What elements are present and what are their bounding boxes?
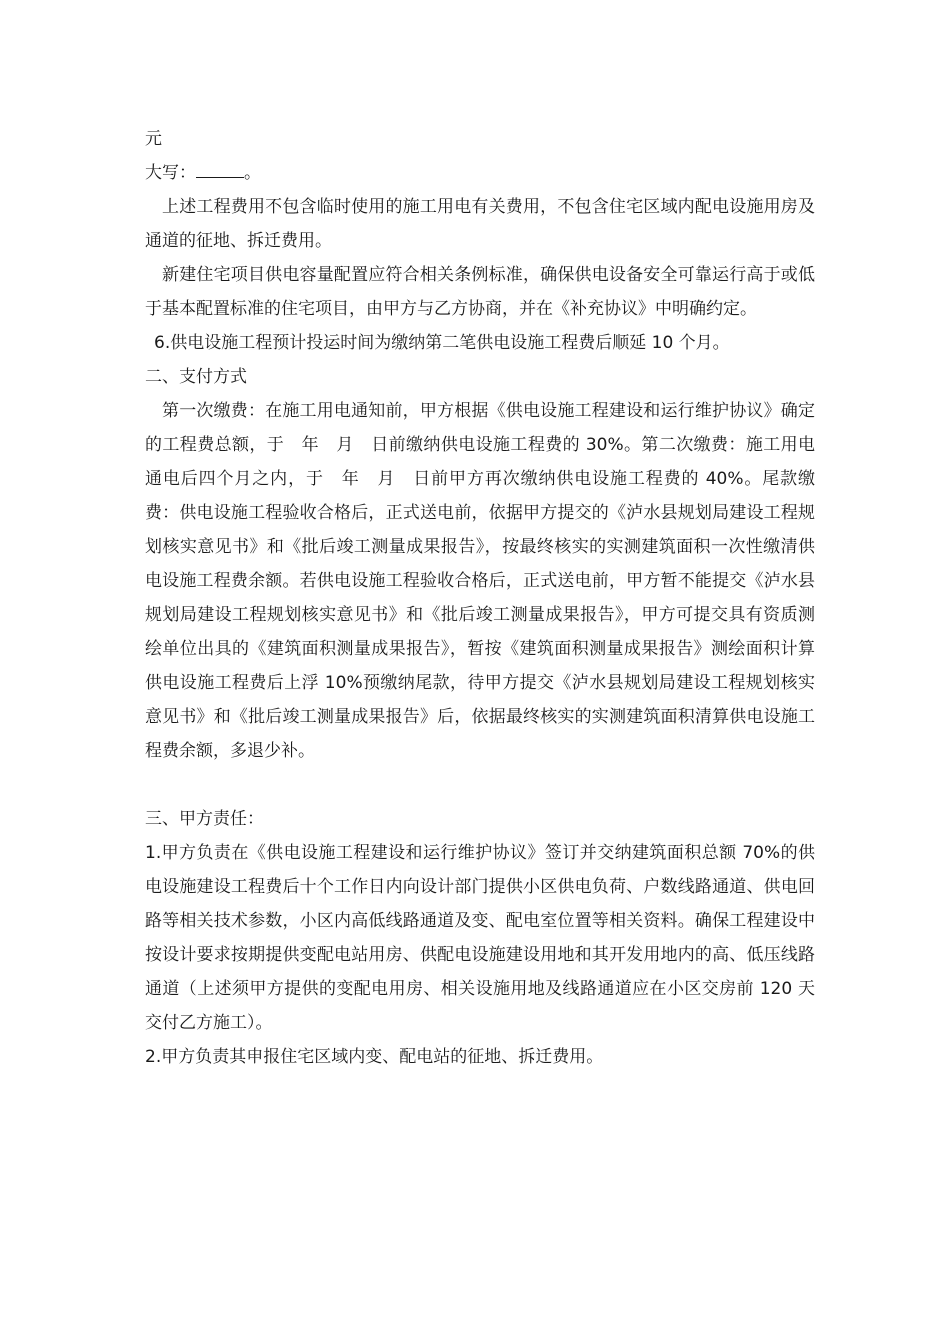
paragraph-capacity-standard: 新建住宅项目供电容量配置应符合相关条例标准，确保供电设备安全可靠运行高于或低于基本配置标准的住宅项目，由甲方与乙方协商，并在《补充协议》中明确约定。 [145,265,815,319]
section-heading-payment: 二、支付方式 [145,367,247,387]
text-line-unit: 元 [145,129,162,149]
document-body [145,122,815,1074]
paragraph-cost-exclusion: 上述工程费用不包含临时使用的施工用电有关费用，不包含住宅区域内配电设施用房及通道的征地、拆迁费用。 [145,197,815,251]
amount-blank [196,159,244,178]
blank-line [145,768,815,802]
text-line-daxie: 大写： 。 [145,156,815,190]
paragraph-payment-terms: 第一次缴费：在施工用电通知前，甲方根据《供电设施工程建设和运行维护协议》确定的工程费总额，于 年 月 日前缴纳供电设施工程费的 30%。第二次缴费：施工用电通电后四个月之内，于 年 月 日前甲方再次缴纳供电设施工程费的 40%。尾款缴费：供电设施工程验收合格后，正式送电前，依据甲方提交的《泸水县规划局建设工程规划核实意见书》和《批后竣工测量成果报告》，按最终核实的实测建筑面积一次性缴清供电设施工程费余额。若供电设施工程验收合格后，正式送电前，甲方暂不能提交《泸水县规划局建设工程规划核实意见书》和《批后竣工测量成果报告》，甲方可提交具有资质测绘单位出具的《建筑面积测量成果报告》，暂按《建筑面积测量成果报告》测绘面积计算供电设施工程费后上浮 10%预缴纳尾款，待甲方提交《泸水县规划局建设工程规划核实意见书》和《批后竣工测量成果报告》后，依据最终核实的实测建筑面积清算供电设施工程费余额，多退少补。 [145,401,816,761]
paragraph-commissioning-time: 6.供电设施工程预计投运时间为缴纳第二笔供电设施工程费后顺延 10 个月。 [154,333,730,353]
paragraph-party-a-item-1: 1.甲方负责在《供电设施工程建设和运行维护协议》签订并交纳建筑面积总额 70%的供电设施建设工程费后十个工作日内向设计部门提供小区供电负荷、户数线路通道、供电回路等相关技术参数，小区内高低线路通道及变、配电室位置等相关资料。确保工程建设中按设计要求按期提供变配电站用房、供配电设施建设用地和其开发用地内的高、低压线路通道（上述须甲方提供的变配电用房、相关设施用地及线路通道应在小区交房前 120 天交付乙方施工）。 [145,843,815,1033]
section-heading-party-a: 三、甲方责任： [145,809,264,829]
paragraph-party-a-item-2: 2.甲方负责其申报住宅区域内变、配电站的征地、拆迁费用。 [145,1047,604,1067]
